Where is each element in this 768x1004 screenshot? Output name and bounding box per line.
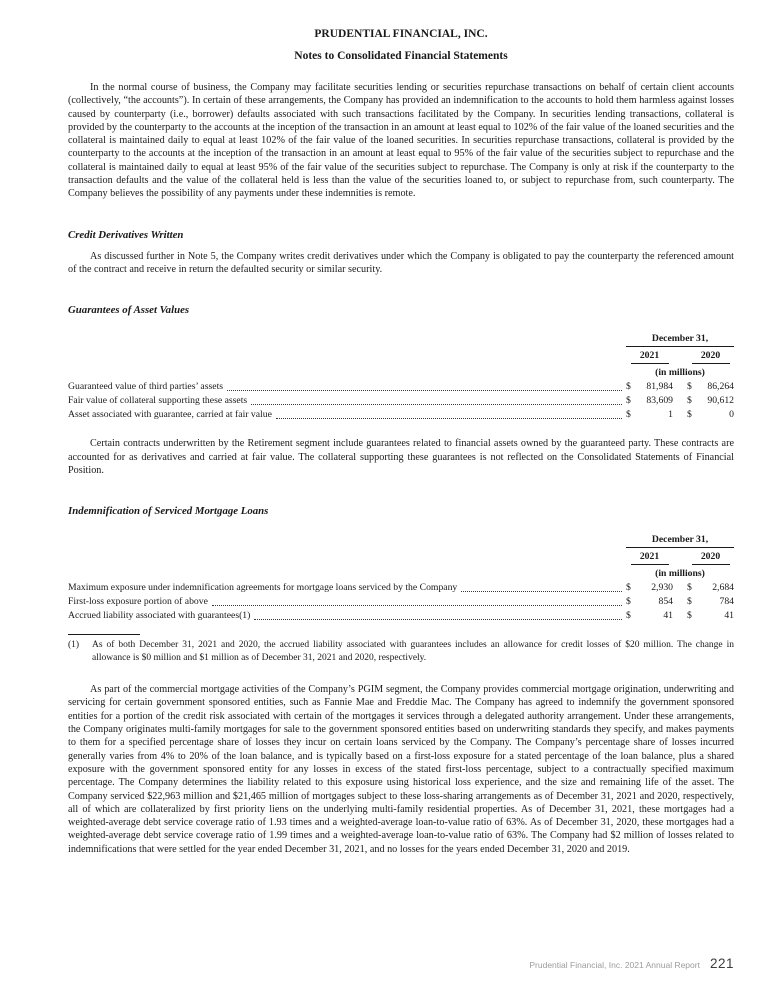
- amount: 2,684: [712, 582, 734, 594]
- amount: 86,264: [707, 381, 734, 393]
- column-header-2021: 2021: [626, 349, 673, 364]
- currency-symbol: $: [626, 596, 631, 608]
- table-row: [68, 609, 734, 622]
- row-label: Asset associated with guarantee, carried at fair value: [68, 409, 272, 421]
- footnote: [68, 639, 734, 665]
- indemnification-paragraph: As part of the commercial mortgage activities of the Company’s PGIM segment, the Company provides commercial mortgage origination, underwriting and servicing for certain government sponsored entities, such as Fannie Mae and Freddie Mac. The Company has agreed to indemnify the government sponsored entities for a portion of the credit risk associated with certain of the mortgages it services through a delegated authority arrangement. Under these arrangements, the Company originates multi-family mortgages for sale to the government sponsored entities based on underwriting standards they specify, and makes payments to them for a specified percentage share of losses they incur on certain loans serviced by the Company. The Company’s percentage share of losses incurred generally varies from 4% to 20% of the loan balance, and is typically based on a first-loss exposure for a stated percentage of the loan balance, plus a shared exposure with the government sponsored entity for any losses in excess of the stated first-loss percentage, subject to a contractually specified maximum percentage. The Company determines the liability related to this exposure using historical loss experience, and the size and remaining life of the asset. The Company serviced $22,963 million and $21,465 million of mortgages subject to these loss-sharing arrangements as of December 31, 2021 and 2020, respectively, all of which are collateralized by first priority liens on the underlying multi-family residential properties. As of December 31, 2021, these mortgages had a weighted-average debt service coverage ratio of 1.93 times and a weighted-average loan-to-value ratio of 63%. As of December 31, 2020, these mortgages had a weighted-average debt service coverage ratio of 1.99 times and a weighted-average loan-to-value ratio of 63%. The Company had $2 million of losses related to indemnifications that were settled for the year ended December 31, 2021, and no losses for the years ended December 31, 2020 and 2019.: [68, 684, 734, 855]
- table-year-row: [68, 550, 734, 565]
- units-label: (in millions): [655, 367, 705, 379]
- currency-symbol: $: [687, 610, 692, 622]
- amount: 0: [729, 409, 734, 421]
- value-2020: [687, 595, 734, 608]
- guarantees-paragraph: Certain contracts underwritten by the Retirement segment include guarantees related to financial assets owned by the guaranteed party. These contracts are accounted for as derivatives and carried at fair value. The collateral supporting these guarantees is not reflected on the Consolidated Statements of Financial Position.: [68, 438, 734, 476]
- date-header: December 31,: [626, 533, 734, 548]
- row-label: Accrued liability associated with guarantees(1): [68, 610, 251, 622]
- amount: 2,930: [651, 582, 673, 594]
- column-header-2020: 2020: [687, 349, 734, 364]
- footnote-separator: [68, 634, 140, 635]
- leader-dots: [461, 591, 622, 592]
- row-label: Guaranteed value of third parties’ assets: [68, 381, 224, 393]
- value-2021: [626, 380, 673, 393]
- units-label: (in millions): [655, 568, 705, 580]
- credit-derivatives-paragraph: As discussed further in Note 5, the Company writes credit derivatives under which the Company is obligated to pay the counterparty the referenced amount of the contract and receive in return the defaulted security or similar security.: [68, 250, 734, 275]
- value-2020: [687, 581, 734, 594]
- footer-report-name: Prudential Financial, Inc. 2021 Annual Report: [529, 960, 700, 970]
- value-2020: [687, 394, 734, 407]
- section-heading-guarantees: Guarantees of Asset Values: [68, 304, 190, 317]
- value-2021: [626, 408, 673, 421]
- footnote-text: As of both December 31, 2021 and 2020, the accrued liability associated with guarantees includes an allowance for credit losses of $20 million. The change in allowance is $0 million and $1 million as of December 31, 2021 and 2020, respectively.: [92, 640, 734, 664]
- table-row: [68, 408, 734, 421]
- column-header-2020: 2020: [687, 550, 734, 565]
- value-2020: [687, 380, 734, 393]
- amount: 83,609: [646, 395, 673, 407]
- value-2021: [626, 609, 673, 622]
- table-row: [68, 380, 734, 393]
- value-2021: [626, 581, 673, 594]
- currency-symbol: $: [687, 395, 692, 407]
- table-units-row: [68, 567, 734, 580]
- table-header-row: [68, 533, 734, 548]
- currency-symbol: $: [687, 582, 692, 594]
- footnote-marker: (1): [68, 640, 80, 651]
- currency-symbol: $: [626, 381, 631, 393]
- currency-symbol: $: [626, 582, 631, 594]
- leader-dots: [254, 619, 622, 620]
- table-row: [68, 394, 734, 407]
- table-row: [68, 595, 734, 608]
- value-2021: [626, 394, 673, 407]
- intro-paragraph: In the normal course of business, the Company may facilitate securities lending or securities repurchase transactions on behalf of certain client accounts (collectively, “the accounts”). In certain of these arrangements, the Company has provided an indemnification to the accounts to hold them harmless against losses caused by counterparty (i.e., borrower) defaults associated with such transactions facilitated by the Company. In securities lending transactions, collateral is provided by the counterparty to the accounts at the inception of the transaction in an amount at least equal to 102% of the fair value of the loaned securities and the collateral is maintained daily to equal at least 102% of the fair value of the loaned securities. In securities repurchase transactions, collateral is provided by the counterparty to the accounts at the inception of the transaction in an amount at least equal to 95% of the fair value of the securities subject to repurchase and the collateral is maintained daily to equal at least 95% of the fair value of the securities subject to repurchase. The Company is only at risk if the counterparty to the transaction defaults and the value of the collateral held is less than the value of the securities loaned to, or subject to repurchase from, such counterparty. The Company believes the possibility of any payments under these indemnities is remote.: [68, 82, 734, 200]
- value-2021: [626, 595, 673, 608]
- table-header-row: [68, 332, 734, 347]
- currency-symbol: $: [626, 610, 631, 622]
- currency-symbol: $: [687, 596, 692, 608]
- leader-dots: [212, 605, 622, 606]
- amount: 90,612: [707, 395, 734, 407]
- table-year-row: [68, 349, 734, 364]
- indemnification-table: [68, 533, 734, 622]
- section-heading-indemnification: Indemnification of Serviced Mortgage Loans: [68, 505, 269, 518]
- row-label: Fair value of collateral supporting these assets: [68, 395, 248, 407]
- currency-symbol: $: [626, 409, 631, 421]
- amount: 1: [668, 409, 673, 421]
- leader-dots: [251, 404, 622, 405]
- page-footer: [529, 956, 734, 971]
- currency-symbol: $: [687, 381, 692, 393]
- amount: 784: [719, 596, 734, 608]
- amount: 81,984: [646, 381, 673, 393]
- amount: 854: [658, 596, 673, 608]
- table-units-row: [68, 366, 734, 379]
- date-header: December 31,: [626, 332, 734, 347]
- row-label: First-loss exposure portion of above: [68, 596, 208, 608]
- guarantees-table: [68, 332, 734, 421]
- company-title: PRUDENTIAL FINANCIAL, INC.: [314, 28, 488, 40]
- amount: 41: [663, 610, 673, 622]
- amount: 41: [724, 610, 734, 622]
- value-2020: [687, 609, 734, 622]
- page-number: 221: [709, 956, 734, 971]
- document-title: Notes to Consolidated Financial Statements: [294, 50, 508, 62]
- section-heading-credit-derivatives: Credit Derivatives Written: [68, 228, 184, 241]
- currency-symbol: $: [687, 409, 692, 421]
- table-row: [68, 581, 734, 594]
- column-header-2021: 2021: [626, 550, 673, 565]
- row-label: Maximum exposure under indemnification agreements for mortgage loans serviced by the Company: [68, 582, 458, 594]
- value-2020: [687, 408, 734, 421]
- leader-dots: [276, 418, 622, 419]
- currency-symbol: $: [626, 395, 631, 407]
- leader-dots: [227, 390, 622, 391]
